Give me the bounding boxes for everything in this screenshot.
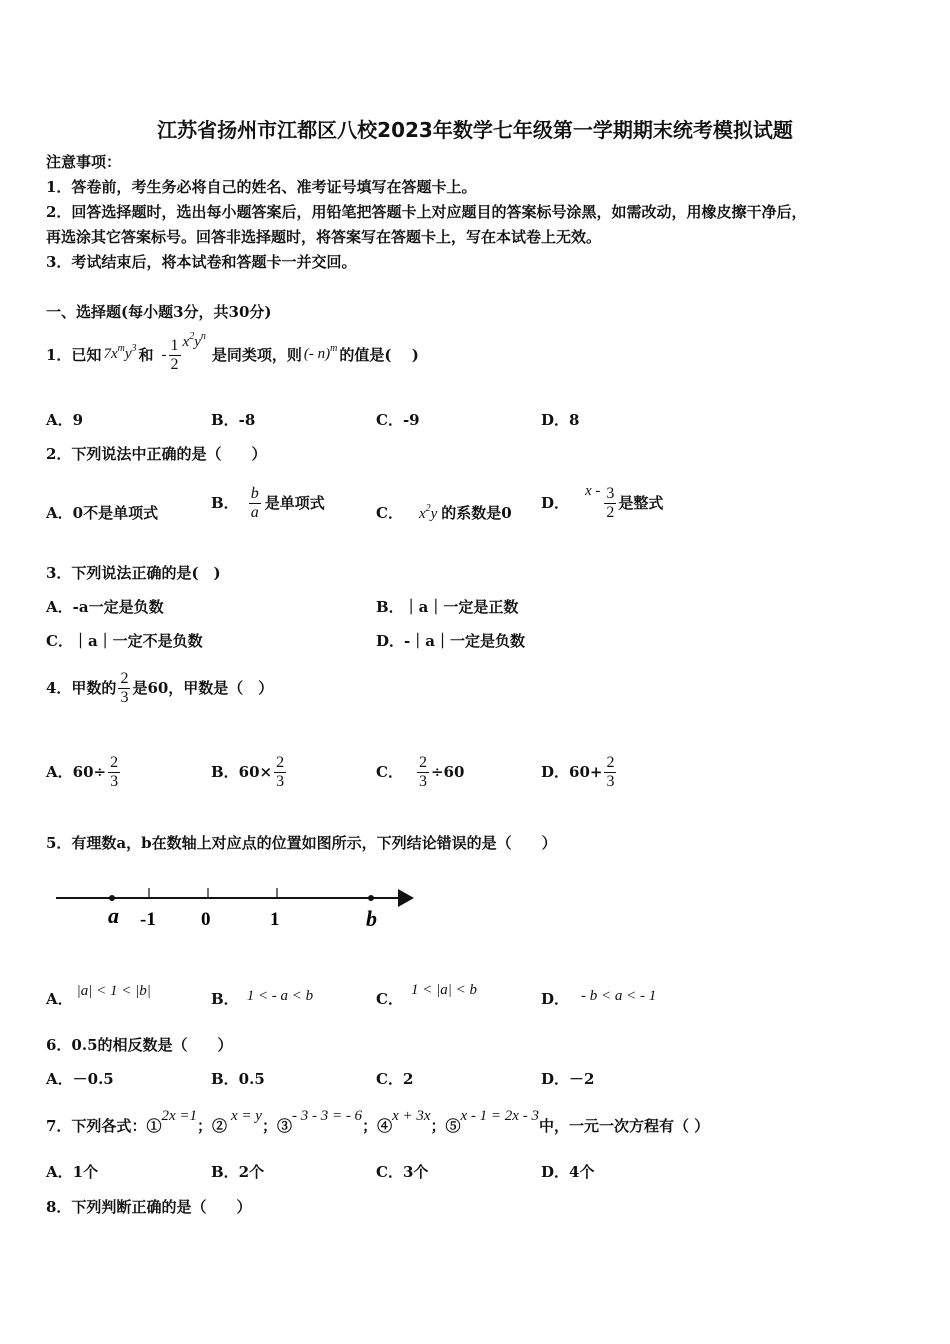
q3-option-d: D．-｜a｜一定是负数 xyxy=(376,632,525,650)
q7-expr-1: 2x =1 xyxy=(161,1108,197,1124)
section-heading: 一、选择题(每小题3分，共30分) xyxy=(46,303,272,321)
q4-fraction: $\frac{2}{3}$ xyxy=(120,669,129,706)
number-line-diagram xyxy=(50,878,420,938)
q7-expr-3: - 3 - 3 = - 6 xyxy=(291,1108,363,1124)
q1-option-a: A．9 xyxy=(46,411,84,429)
q1-mid: 是同类项，则 xyxy=(211,346,302,364)
q1-expr2-minus: - xyxy=(161,347,167,363)
q2-option-c: C． $x^2y$ 的系数是0 xyxy=(376,503,512,522)
q1-expr3: (- n)$^m$ xyxy=(303,343,338,362)
q7-expr-2: x = y xyxy=(231,1108,262,1124)
q5-option-c: C． 1 < |a| < b xyxy=(376,982,477,1008)
q6-option-b: B．0.5 xyxy=(211,1070,265,1088)
q4-option-c: C． $\frac{2}{3}$ ÷60 xyxy=(376,753,465,790)
q7-option-b: B．2个 xyxy=(211,1163,265,1181)
q2-stem: 2．下列说法中正确的是（ ） xyxy=(46,445,267,463)
label-one: 1 xyxy=(270,909,280,930)
q2-option-b: B． $\frac{b}{a}$ 是单项式 xyxy=(211,484,325,521)
q2-option-a: A．0不是单项式 xyxy=(46,504,159,522)
arrow-icon xyxy=(398,889,414,907)
q2-d-fraction: $\frac{3}{2}$ xyxy=(606,484,615,521)
q1-suffix: 的值是( ) xyxy=(339,346,419,364)
question-7: 7．下列各式：①2x =1；②x = y；③- 3 - 3 = - 6；④x + 3x；⑤x - 1 = 2x - 3中，一元一次方程有（ ） xyxy=(46,1108,710,1135)
q1-option-b: B．-8 xyxy=(211,411,256,429)
q4-option-a: A．60÷ $\frac{2}{3}$ xyxy=(46,753,119,790)
q6-option-a: A．－0.5 xyxy=(46,1070,114,1088)
q1-expr2-vars: $x^2y^n$ xyxy=(182,331,206,350)
q7-option-a: A．1个 xyxy=(46,1163,99,1181)
point-a xyxy=(109,895,115,901)
q3-option-c: C．｜a｜一定不是负数 xyxy=(46,632,203,650)
label-a: a xyxy=(108,903,119,928)
q3-option-b: B．｜a｜一定是正数 xyxy=(376,598,519,616)
q6-stem: 6．0.5的相反数是（ ） xyxy=(46,1036,233,1054)
page-title: 江苏省扬州市江都区八校2023年数学七年级第一学期期末统考模拟试题 xyxy=(157,118,793,142)
q1-expr2-fraction: $\frac{1}{2}$ xyxy=(170,336,179,373)
q2-b-fraction: $\frac{b}{a}$ xyxy=(250,484,259,521)
label-zero: 0 xyxy=(201,909,211,930)
notice-heading: 注意事项： xyxy=(46,153,122,171)
q2-option-d: D． x - $\frac{3}{2}$ 是整式 xyxy=(541,483,664,521)
q7-option-c: C．3个 xyxy=(376,1163,429,1181)
q3-option-a: A．-a一定是负数 xyxy=(46,598,164,616)
q4-option-b: B．60× $\frac{2}{3}$ xyxy=(211,753,285,790)
q4-option-d: D．60+ $\frac{2}{3}$ xyxy=(541,753,615,790)
q7-expr-4: x + 3x xyxy=(392,1108,431,1124)
notice-item-2b: 再选涂其它答案标号。回答非选择题时，将答案写在答题卡上，写在本试卷上无效。 xyxy=(46,228,602,246)
q1-expr1: $7x^my^3$ xyxy=(103,343,137,362)
q5-option-a: A． |a| < 1 < |b| xyxy=(46,983,151,1008)
q1-option-c: C．-9 xyxy=(376,411,420,429)
label-minus-1: -1 xyxy=(140,909,156,930)
label-b: b xyxy=(366,906,377,931)
q8-stem: 8．下列判断正确的是（ ） xyxy=(46,1198,252,1216)
q1-and: 和 xyxy=(138,346,154,364)
q7-option-d: D．4个 xyxy=(541,1163,595,1181)
q1-option-d: D．8 xyxy=(541,411,580,429)
question-1 xyxy=(46,326,419,384)
q6-option-c: C．2 xyxy=(376,1070,414,1088)
q3-stem: 3．下列说法正确的是( ) xyxy=(46,564,221,582)
notice-item-1: 1．答卷前，考生务必将自己的姓名、准考证号填写在答题卡上。 xyxy=(46,178,477,196)
notice-item-3: 3．考试结束后，将本试卷和答题卡一并交回。 xyxy=(46,253,357,271)
q5-option-b: B． 1 < - a < b xyxy=(211,988,314,1008)
q4-stem: 4．甲数的 $\frac{2}{3}$ 是60，甲数是（ ） xyxy=(46,669,274,706)
q7-expr-5: x - 1 = 2x - 3 xyxy=(460,1108,539,1124)
q5-option-d: D． - b < a < - 1 xyxy=(541,988,657,1008)
notice-item-2a: 2．回答选择题时，选出每小题答案后，用铅笔把答题卡上对应题目的答案标号涂黑，如需改动，用橡皮擦干净后， xyxy=(46,203,807,221)
point-b xyxy=(368,895,374,901)
q6-option-d: D．－2 xyxy=(541,1070,595,1088)
q5-stem: 5．有理数a，b在数轴上对应点的位置如图所示，下列结论错误的是（ ） xyxy=(46,834,557,852)
q1-prefix: 1．已知 xyxy=(46,346,102,364)
